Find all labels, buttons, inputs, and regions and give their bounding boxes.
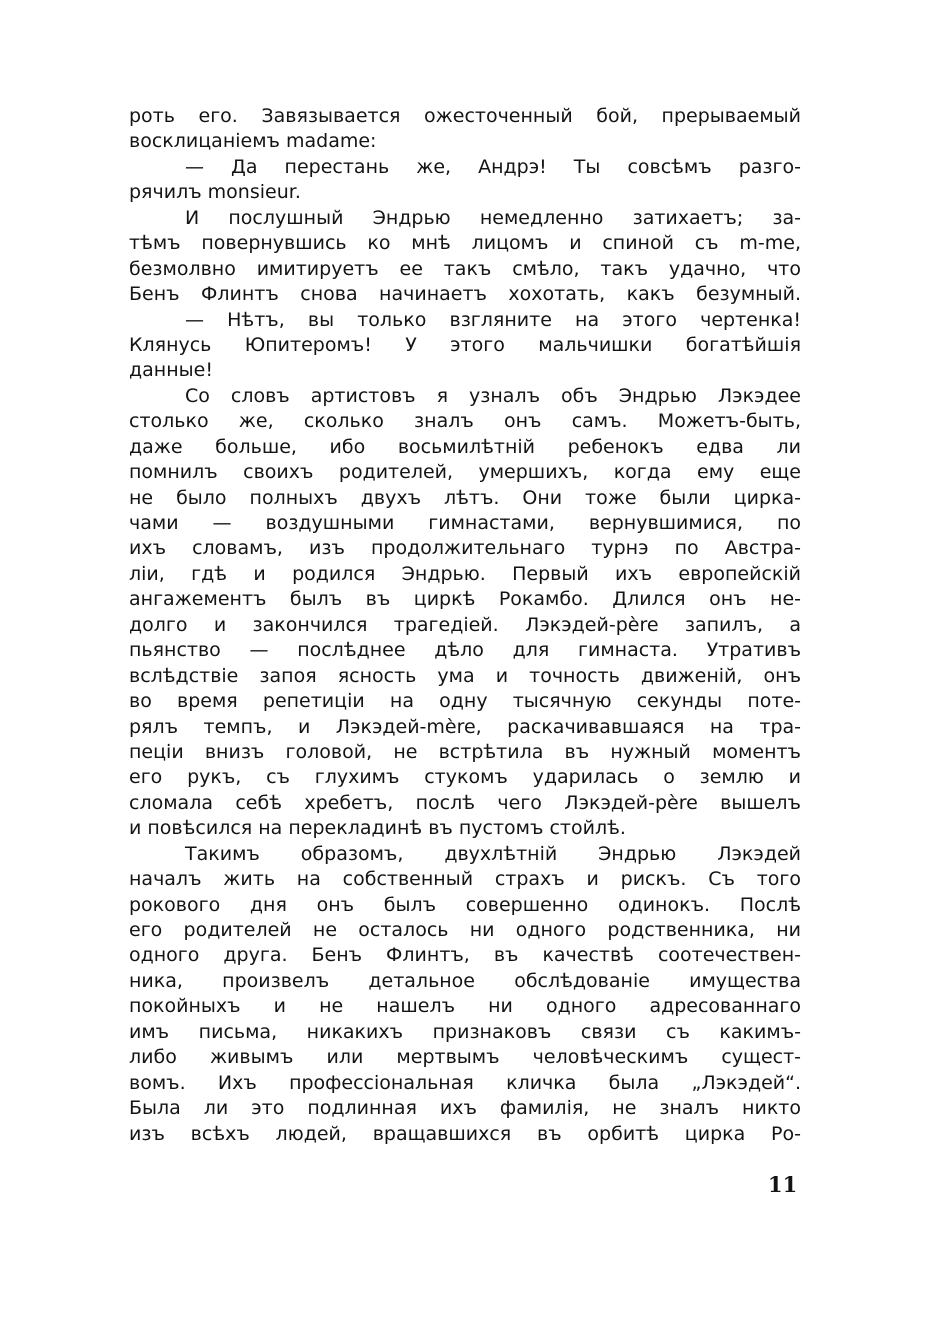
text-line: безмолвно имитируетъ ее такъ смѣло, такъ удачно, что <box>129 257 801 280</box>
text-line: помнилъ своихъ родителей, умершихъ, когда ему еще <box>129 461 801 484</box>
text-line: не было полныхъ двухъ лѣтъ. Они тоже были цирка- <box>129 486 801 509</box>
text-line: — Нѣтъ, вы только взгляните на этого чертенка! <box>185 308 801 331</box>
text-line: рокового дня онъ былъ совершенно одинокъ. Послѣ <box>129 893 801 916</box>
body-text <box>129 104 801 1147</box>
text-line: изъ всѣхъ людей, вращавшихся въ орбитѣ цирка Ро- <box>129 1122 801 1145</box>
text-line: рялъ темпъ, и Лэкэдей-mère, раскачивавшаяся на тра- <box>129 715 801 738</box>
text-line: вслѣдствіе запоя ясность ума и точность движеній, онъ <box>129 664 801 687</box>
text-line: вомъ. Ихъ профессіональная кличка была „Лэкэдей“. <box>129 1071 801 1094</box>
text-line: Клянусь Юпитеромъ! У этого мальчишки богатѣйшія <box>129 333 801 356</box>
text-line: столько же, сколько зналъ онъ самъ. Можетъ-быть, <box>129 410 801 433</box>
text-line: долго и закончился трагедіей. Лэкэдей-père запилъ, а <box>129 613 801 636</box>
text-line: Со словъ артистовъ я узналъ объ Эндрью Лэкэдее <box>185 384 801 407</box>
text-line: пеціи внизъ головой, не встрѣтила въ нужный моментъ <box>129 740 801 763</box>
text-line: ангажементъ былъ въ циркѣ Рокамбо. Длился онъ не- <box>129 588 801 611</box>
text-line: Такимъ образомъ, двухлѣтній Эндрью Лэкэдей <box>185 842 801 865</box>
text-line: рячилъ monsieur. <box>129 181 301 204</box>
text-line: тѣмъ повернувшись ко мнѣ лицомъ и спиной съ m-me, <box>129 232 801 255</box>
text-line: одного друга. Бенъ Флинтъ, въ качествѣ соотечествен- <box>129 944 801 967</box>
text-line: либо живымъ или мертвымъ человѣческимъ сущест- <box>129 1046 801 1069</box>
text-line: пьянство — послѣднее дѣло для гимнаста. Утративъ <box>129 639 801 662</box>
page-number: 11 <box>768 1172 798 1197</box>
text-line: сломала себѣ хребетъ, послѣ чего Лэкэдей-père вышелъ <box>129 791 801 814</box>
text-line: И послушный Эндрью немедленно затихаетъ; за- <box>185 206 801 229</box>
text-line: ліи, гдѣ и родился Эндрью. Первый ихъ европейскій <box>129 562 801 585</box>
text-line: началъ жить на собственный страхъ и рискъ. Съ того <box>129 868 801 891</box>
text-line: покойныхъ и не нашелъ ни одного адресованнаго <box>129 995 801 1018</box>
text-line: чами — воздушными гимнастами, вернувшимися, по <box>129 512 801 534</box>
text-line: ника, произвелъ детальное обслѣдованіе имущества <box>129 969 801 992</box>
text-line: ихъ словамъ, изъ продолжительнаго турнэ по Австра- <box>129 537 801 560</box>
text-line: во время репетиціи на одну тысячную секунды поте- <box>129 690 801 713</box>
text-line: его рукъ, съ глухимъ стукомъ ударилась о землю и <box>129 766 801 789</box>
text-line: и повѣсился на перекладинѣ въ пустомъ стойлѣ. <box>129 817 626 840</box>
text-line: восклицаніемъ madame: <box>129 130 377 153</box>
text-line: роть его. Завязывается ожесточенный бой, прерываемый <box>129 105 801 127</box>
text-line: Была ли это подлинная ихъ фамилія, не зналъ никто <box>129 1097 801 1120</box>
text-line: — Да перестань же, Андрэ! Ты совсѣмъ разго- <box>185 155 801 178</box>
text-line: Бенъ Флинтъ снова начинаетъ хохотать, какъ безумный. <box>129 283 801 306</box>
text-line: его родителей не осталось ни одного родственника, ни <box>129 919 801 941</box>
text-line: даже больше, ибо восьмилѣтній ребенокъ едва ли <box>129 435 801 458</box>
text-line: имъ письма, никакихъ признаковъ связи съ какимъ- <box>129 1020 801 1043</box>
text-line: данные! <box>129 359 213 382</box>
